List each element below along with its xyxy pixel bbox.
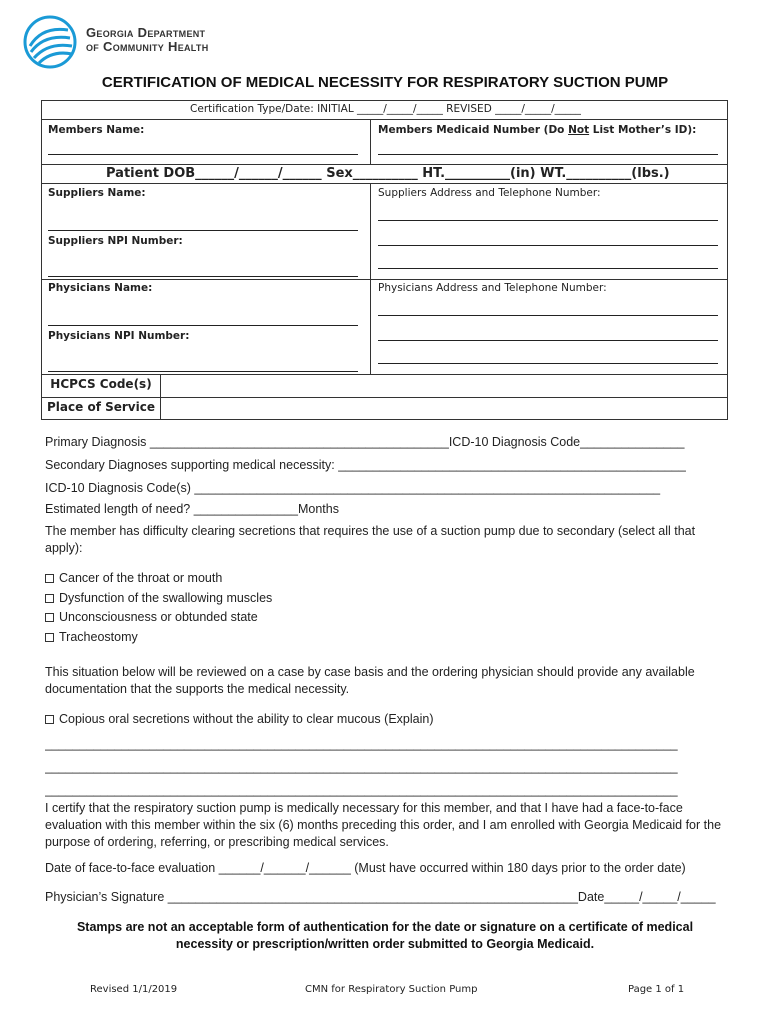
length-of-need-line[interactable]: Estimated length of need? _______________Months [45, 502, 339, 516]
hcpcs-label: HCPCS Code(s) [50, 377, 152, 391]
checkbox-icon[interactable] [45, 574, 54, 583]
place-of-service-field[interactable] [161, 398, 727, 419]
place-of-service-label: Place of Service [47, 400, 155, 414]
checkbox-icon[interactable] [45, 633, 54, 642]
footer-revised: Revised 1/1/2019 [90, 984, 178, 995]
medicaid-number-field[interactable] [378, 154, 718, 155]
suppliers-npi-field[interactable] [48, 276, 358, 277]
checkbox-icon[interactable] [45, 613, 54, 622]
physicians-name-field[interactable] [48, 325, 358, 326]
org-name [86, 26, 209, 54]
org-line-2: of Community Health [86, 39, 209, 54]
checkbox-icon[interactable] [45, 594, 54, 603]
copious-option[interactable]: Copious oral secretions without the ability to clear mucous (Explain) [45, 711, 433, 728]
physicians-address-field-3[interactable] [378, 363, 718, 364]
secondary-diagnoses-line[interactable]: Secondary Diagnoses supporting medical necessity: __________________________________________________ [45, 458, 686, 472]
suppliers-npi-label: Suppliers NPI Number: [48, 235, 183, 247]
certify-statement: I certify that the respiratory suction pump is medically necessary for this member, and that I have had a face-to-face evaluation with this member within the six (6) months preceding this order, and I am enrolled with Georgia Medicaid for the purpose of ordering, referring, or prescribing medical services. [45, 801, 722, 849]
condition-item[interactable]: Cancer of the throat or mouth [45, 570, 272, 590]
members-name-field[interactable] [48, 154, 358, 155]
suppliers-name-field[interactable] [48, 230, 358, 231]
suppliers-address-field-3[interactable] [378, 268, 718, 269]
form-table [41, 100, 728, 420]
physicians-npi-field[interactable] [48, 371, 358, 372]
suppliers-address-label: Suppliers Address and Telephone Number: [378, 187, 601, 199]
explain-line-1[interactable]: ___________________________________________________________________________________________ [45, 737, 678, 751]
explain-line-3[interactable]: ___________________________________________________________________________________________ [45, 783, 678, 797]
condition-item[interactable]: Tracheostomy [45, 629, 272, 649]
condition-item[interactable]: Dysfunction of the swallowing muscles [45, 590, 272, 610]
org-line-1: Georgia Department [86, 25, 206, 40]
physicians-name-label: Physicians Name: [48, 282, 153, 294]
members-name-label: Members Name: [48, 124, 145, 136]
suppliers-name-label: Suppliers Name: [48, 187, 146, 199]
dch-logo-icon [22, 14, 78, 70]
face-to-face-date-line[interactable]: Date of face-to-face evaluation ______/______/______ (Must have occurred within 180 days prior to the order date) [45, 861, 686, 875]
physician-signature-line[interactable]: Physician’s Signature ___________________________________________________________Date_____/_____/_____ [45, 890, 716, 904]
condition-list [45, 570, 272, 648]
footer-doc-name: CMN for Respiratory Suction Pump [305, 984, 478, 995]
physicians-address-field-1[interactable] [378, 315, 718, 316]
difficulty-statement: The member has difficulty clearing secretions that requires the use of a suction pump due to secondary (select all that apply): [45, 524, 696, 555]
medicaid-number-label: Members Medicaid Number (Do Not List Mother’s ID): [378, 124, 697, 136]
hcpcs-field[interactable] [161, 375, 727, 396]
document-title: CERTIFICATION OF MEDICAL NECESSITY FOR RESPIRATORY SUCTION PUMP [101, 74, 669, 91]
suppliers-address-field-2[interactable] [378, 245, 718, 246]
patient-info-line[interactable]: Patient DOB______/______/______ Sex__________ HT.__________(in) WT.__________(lbs.) [106, 166, 670, 181]
logo [22, 14, 78, 70]
physicians-address-label: Physicians Address and Telephone Number: [378, 282, 607, 294]
stamps-notice: Stamps are not an acceptable form of authentication for the date or signature on a certificate of medical necessity or prescription/written order submitted to Georgia Medicaid. [76, 920, 694, 951]
physicians-address-field-2[interactable] [378, 340, 718, 341]
primary-diagnosis-line[interactable]: Primary Diagnosis ___________________________________________ICD-10 Diagnosis Code_______________ [45, 435, 685, 449]
footer-page: Page 1 of 1 [628, 984, 685, 995]
icd10-codes-line[interactable]: ICD-10 Diagnosis Code(s) ___________________________________________________________________ [45, 481, 661, 495]
case-by-case-statement: This situation below will be reviewed on a case by case basis and the ordering physician should provide any available documentation that the supports the medical necessity. [45, 665, 695, 696]
certification-line[interactable]: Certification Type/Date: INITIAL _____/_____/_____ REVISED _____/_____/_____ [190, 103, 581, 115]
physicians-npi-label: Physicians NPI Number: [48, 330, 190, 342]
explain-line-2[interactable]: ___________________________________________________________________________________________ [45, 760, 678, 774]
checkbox-icon[interactable] [45, 715, 54, 724]
condition-item[interactable]: Unconsciousness or obtunded state [45, 609, 272, 629]
suppliers-address-field-1[interactable] [378, 220, 718, 221]
